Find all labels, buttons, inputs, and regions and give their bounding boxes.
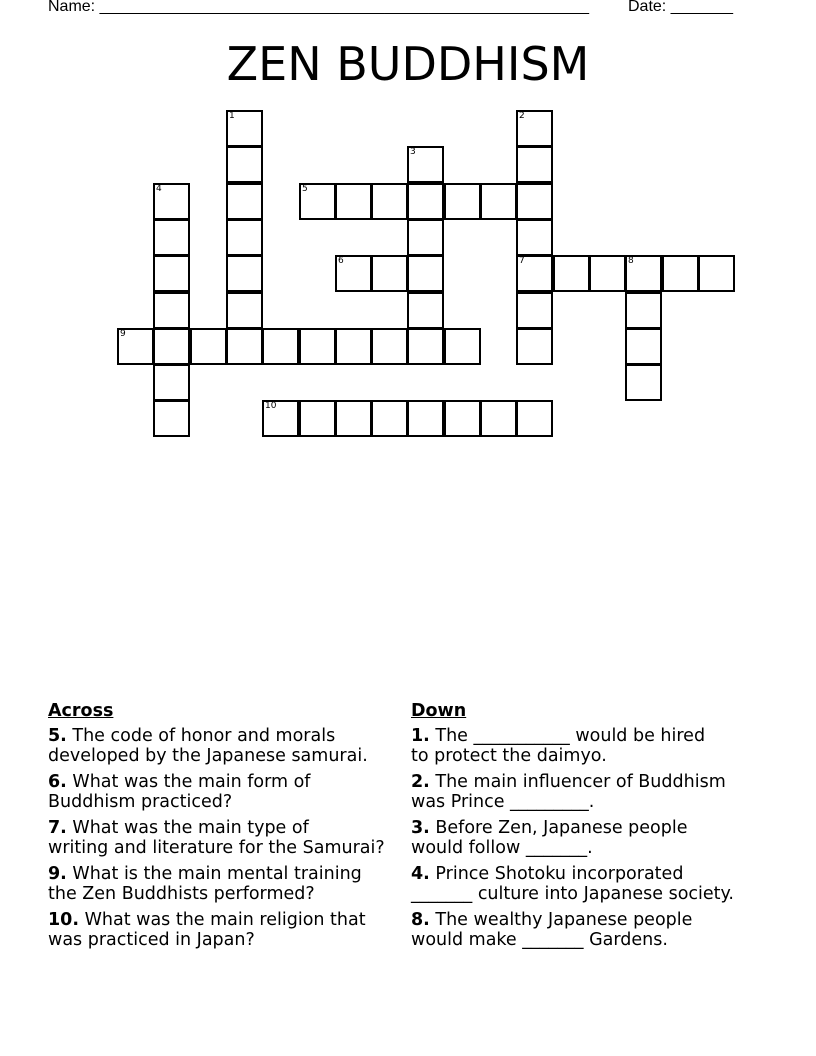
crossword-grid xyxy=(0,0,816,460)
clue-down-2 xyxy=(411,772,781,812)
clue-text: What was the main form of Buddhism practiced? xyxy=(48,772,311,812)
grid-cell[interactable] xyxy=(262,328,299,365)
grid-cell[interactable] xyxy=(226,110,263,147)
grid-cell[interactable] xyxy=(516,292,553,329)
grid-cell[interactable] xyxy=(625,364,662,401)
grid-cell[interactable] xyxy=(117,328,154,365)
grid-cell[interactable] xyxy=(516,219,553,256)
clue-text: What was the main religion that was practiced in Japan? xyxy=(48,910,366,950)
grid-cell[interactable] xyxy=(153,364,190,401)
clue-number: 1. xyxy=(411,726,430,746)
grid-cell[interactable] xyxy=(153,292,190,329)
grid-cell[interactable] xyxy=(335,400,372,437)
grid-cell[interactable] xyxy=(407,255,444,292)
clue-number: 3. xyxy=(411,818,430,838)
grid-cell[interactable] xyxy=(516,255,553,292)
clue-across-10 xyxy=(48,910,408,950)
clue-number-label: 3 xyxy=(410,147,416,157)
clue-down-1 xyxy=(411,726,781,766)
clue-number-label: 9 xyxy=(120,329,126,339)
grid-cell[interactable] xyxy=(371,255,408,292)
grid-cell[interactable] xyxy=(407,219,444,256)
grid-cell[interactable] xyxy=(226,219,263,256)
grid-cell[interactable] xyxy=(662,255,699,292)
grid-cell[interactable] xyxy=(516,400,553,437)
grid-cell[interactable] xyxy=(153,183,190,220)
clue-text: The ___________ would be hired to protect the daimyo. xyxy=(411,726,706,766)
clue-number: 2. xyxy=(411,772,430,792)
grid-cell[interactable] xyxy=(444,400,481,437)
down-clues xyxy=(411,701,781,956)
grid-cell[interactable] xyxy=(371,183,408,220)
down-heading: Down xyxy=(411,701,467,721)
clue-number: 6. xyxy=(48,772,67,792)
clue-number-label: 1 xyxy=(229,111,235,121)
grid-cell[interactable] xyxy=(698,255,735,292)
grid-cell[interactable] xyxy=(299,400,336,437)
clue-across-6 xyxy=(48,772,408,812)
grid-cell[interactable] xyxy=(153,255,190,292)
clue-text: What was the main type of writing and literature for the Samurai? xyxy=(48,818,385,858)
clue-down-8 xyxy=(411,910,781,950)
grid-cell[interactable] xyxy=(335,328,372,365)
grid-cell[interactable] xyxy=(407,183,444,220)
across-clues xyxy=(48,701,408,956)
grid-cell[interactable] xyxy=(371,400,408,437)
grid-cell[interactable] xyxy=(335,255,372,292)
clue-number: 9. xyxy=(48,864,67,884)
clue-number-label: 10 xyxy=(265,401,277,411)
grid-cell[interactable] xyxy=(444,328,481,365)
grid-cell[interactable] xyxy=(589,255,626,292)
clue-number: 8. xyxy=(411,910,430,930)
clue-number: 5. xyxy=(48,726,67,746)
grid-cell[interactable] xyxy=(407,146,444,183)
clue-number: 10. xyxy=(48,910,80,930)
grid-cell[interactable] xyxy=(516,146,553,183)
page-title: ZEN BUDDHISM xyxy=(226,37,590,91)
clue-number: 4. xyxy=(411,864,430,884)
grid-cell[interactable] xyxy=(625,292,662,329)
grid-cell[interactable] xyxy=(625,255,662,292)
clue-number-label: 6 xyxy=(338,256,344,266)
grid-cell[interactable] xyxy=(190,328,227,365)
clue-text: The wealthy Japanese people would make _______ Gardens. xyxy=(411,910,693,950)
grid-cell[interactable] xyxy=(226,146,263,183)
name-field-label[interactable]: Name: _______________________________________________________ xyxy=(48,0,589,15)
grid-cell[interactable] xyxy=(516,110,553,147)
clue-text: Before Zen, Japanese people would follow _______. xyxy=(411,818,688,858)
grid-cell[interactable] xyxy=(299,183,336,220)
grid-cell[interactable] xyxy=(516,328,553,365)
clue-text: What is the main mental training the Zen Buddhists performed? xyxy=(48,864,362,904)
across-heading: Across xyxy=(48,701,114,721)
grid-cell[interactable] xyxy=(299,328,336,365)
clue-number-label: 8 xyxy=(628,256,634,266)
clue-number-label: 7 xyxy=(519,256,525,266)
clue-text: Prince Shotoku incorporated _______ culture into Japanese society. xyxy=(411,864,734,904)
grid-cell[interactable] xyxy=(226,328,263,365)
grid-cell[interactable] xyxy=(407,292,444,329)
date-field-label[interactable]: Date: _______ xyxy=(628,0,733,15)
grid-cell[interactable] xyxy=(153,400,190,437)
clue-number: 7. xyxy=(48,818,67,838)
clue-text: The main influencer of Buddhism was Prince _________. xyxy=(411,772,726,812)
clue-down-3 xyxy=(411,818,781,858)
grid-cell[interactable] xyxy=(371,328,408,365)
grid-cell[interactable] xyxy=(262,400,299,437)
clue-across-9 xyxy=(48,864,408,904)
grid-cell[interactable] xyxy=(480,183,517,220)
clue-across-5 xyxy=(48,726,408,766)
grid-cell[interactable] xyxy=(444,183,481,220)
grid-cell[interactable] xyxy=(407,328,444,365)
clue-number-label: 2 xyxy=(519,111,525,121)
grid-cell[interactable] xyxy=(153,328,190,365)
clue-number-label: 4 xyxy=(156,184,162,194)
grid-cell[interactable] xyxy=(480,400,517,437)
clue-number-label: 5 xyxy=(302,184,308,194)
grid-cell[interactable] xyxy=(625,328,662,365)
clue-down-4 xyxy=(411,864,781,904)
grid-cell[interactable] xyxy=(226,255,263,292)
grid-cell[interactable] xyxy=(226,292,263,329)
clue-text: The code of honor and morals developed by the Japanese samurai. xyxy=(48,726,368,766)
grid-cell[interactable] xyxy=(335,183,372,220)
grid-cell[interactable] xyxy=(153,219,190,256)
grid-cell[interactable] xyxy=(407,400,444,437)
grid-cell[interactable] xyxy=(553,255,590,292)
grid-cell[interactable] xyxy=(226,183,263,220)
clue-across-7 xyxy=(48,818,408,858)
grid-cell[interactable] xyxy=(516,183,553,220)
